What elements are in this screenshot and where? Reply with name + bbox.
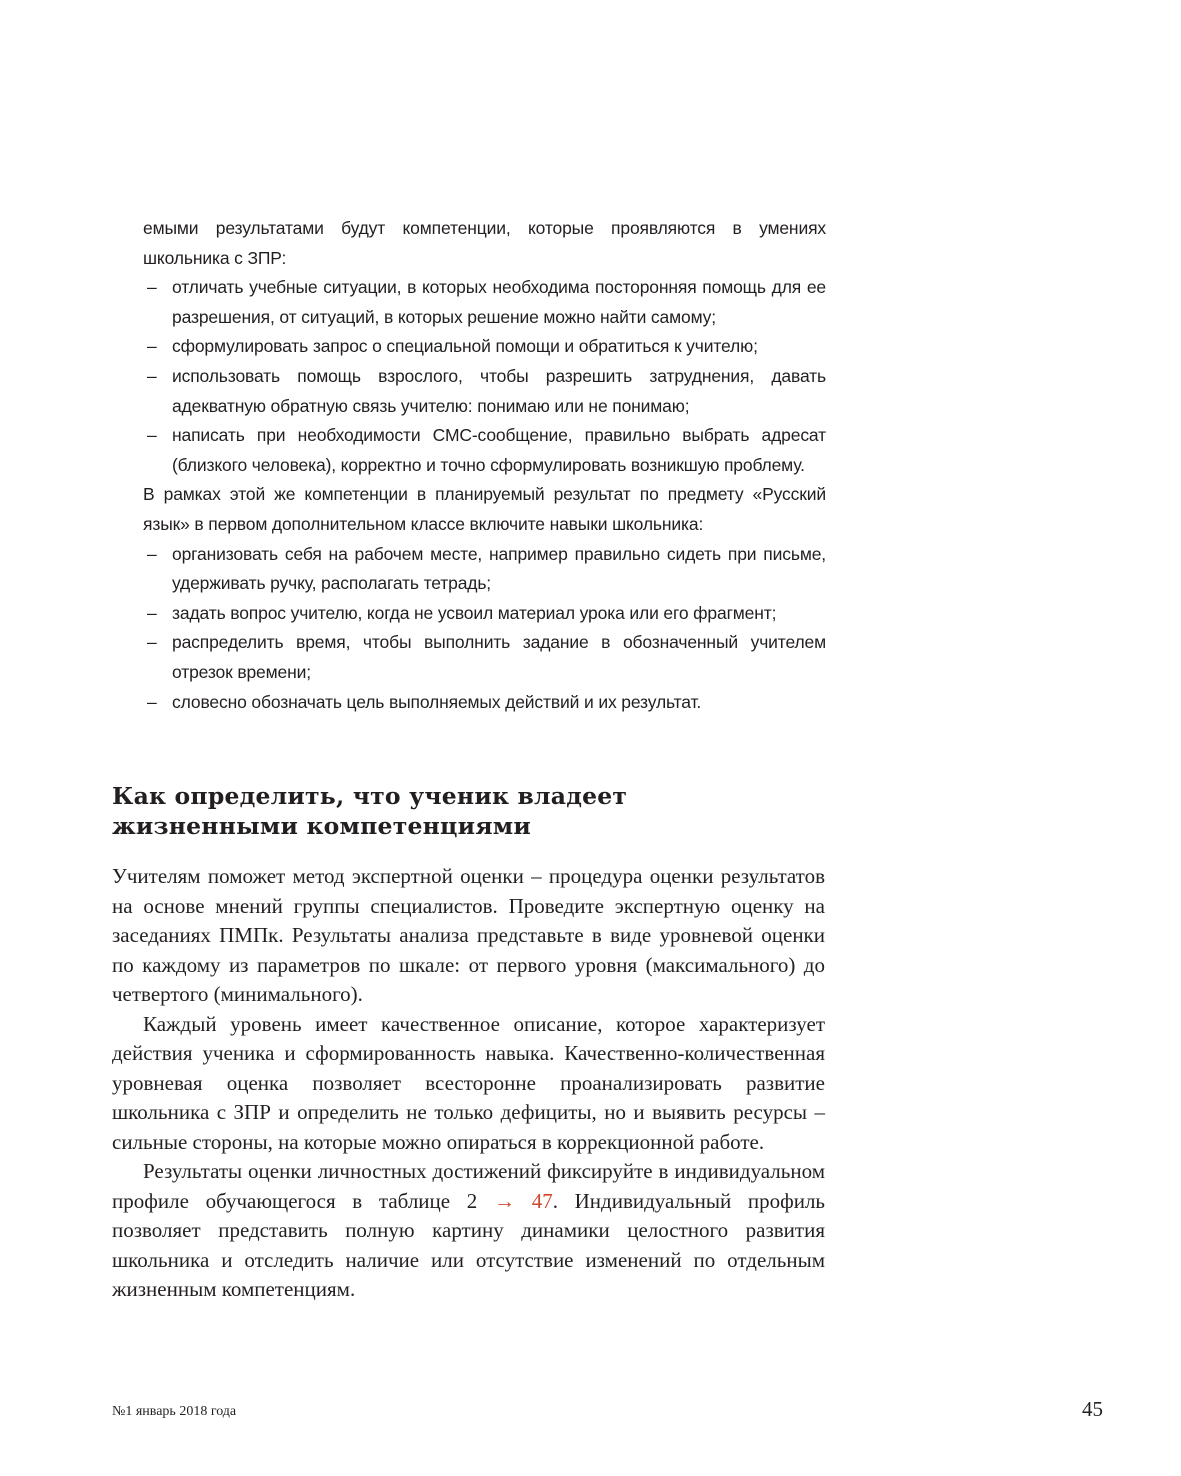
skills-list-russian [143, 540, 826, 718]
list-item: – сформулировать запрос о специальной помощи и обратиться к учителю; [143, 332, 826, 362]
paragraph-level-description: Каждый уровень имеет качественное описание, которое характеризует действия ученика и сформированность навыка. Качественно-количественная уровневая оценка позволяет всесторонне проанализировать развитие школьника с ЗПР и определить не только дефициты, но и выявить ресурсы – сильные стороны, на которые можно опираться в коррекционной работе. [112, 1011, 825, 1154]
page-number: 45 [1082, 1397, 1103, 1421]
dash-bullet: – [147, 365, 157, 386]
dash-bullet: – [147, 602, 157, 623]
section-body [112, 862, 825, 1305]
list-item: – использовать помощь взрослого, чтобы разрешить затруднения, давать адекватную обратную связь учителю: понимаю или не понимаю; [143, 362, 826, 421]
dash-bullet: – [147, 336, 157, 357]
heading-line-1: Как определить, что ученик владеет [112, 782, 628, 810]
list-item: – написать при необходимости СМС-сообщение, правильно выбрать адресат (близкого человека), корректно и точно сформулировать возникшую проблему. [143, 421, 826, 480]
issue-footer: №1 январь 2018 года [112, 1404, 237, 1419]
russian-language-paragraph: В рамках этой же компетенции в планируемый результат по предмету «Русский язык» в первом дополнительном классе включите навыки школьника: [143, 484, 826, 534]
list-item: – организовать себя на рабочем месте, например правильно сидеть при письме, удерживать ручку, располагать тетрадь; [143, 540, 826, 599]
list-item: – распределить время, чтобы выполнить задание в обозначенный учителем отрезок времени; [143, 628, 826, 687]
dash-bullet: – [147, 691, 157, 712]
dash-bullet: – [147, 425, 157, 446]
skills-list-general [143, 273, 826, 480]
paragraph-expert-method: Учителям поможет метод экспертной оценки – процедура оценки результатов на основе мнений группы специалистов. Проведите экспертную оценку на заседаниях ПМПк. Результаты анализа представьте в виде уровневой оценки по каждому из параметров по шкале: от первого уровня (максимального) до четвертого (минимального). [112, 864, 825, 1006]
dash-bullet: – [147, 632, 157, 653]
list-item: – задать вопрос учителю, когда не усвоил материал урока или его фрагмент; [143, 599, 826, 629]
list-item: – отличать учебные ситуации, в которых необходима посторонняя помощь для ее разрешения, от ситуаций, в которых решение можно найти самому; [143, 273, 826, 332]
intro-paragraph: емыми результатами будут компетенции, которые проявляются в умениях школьника с ЗПР: [143, 218, 826, 268]
paragraph-individual-profile: Результаты оценки личностных достижений фиксируйте в индивидуальном профиле обучающегося в таблице 2 → 47. Индивидуальный профиль позволяет представить полную картину динамики целостного развития школьника и отследить наличие или отсутствие изменений по отдельным жизненным компетенциям. [112, 1159, 826, 1301]
dash-bullet: – [147, 543, 157, 564]
section-heading [112, 781, 752, 841]
competencies-block [143, 214, 826, 717]
dash-bullet: – [147, 277, 157, 298]
heading-line-2: жизненными компетенциями [112, 812, 532, 840]
page-reference-link[interactable]: → 47 [494, 1188, 553, 1213]
list-item: – словесно обозначать цель выполняемых действий и их результат. [143, 688, 826, 718]
